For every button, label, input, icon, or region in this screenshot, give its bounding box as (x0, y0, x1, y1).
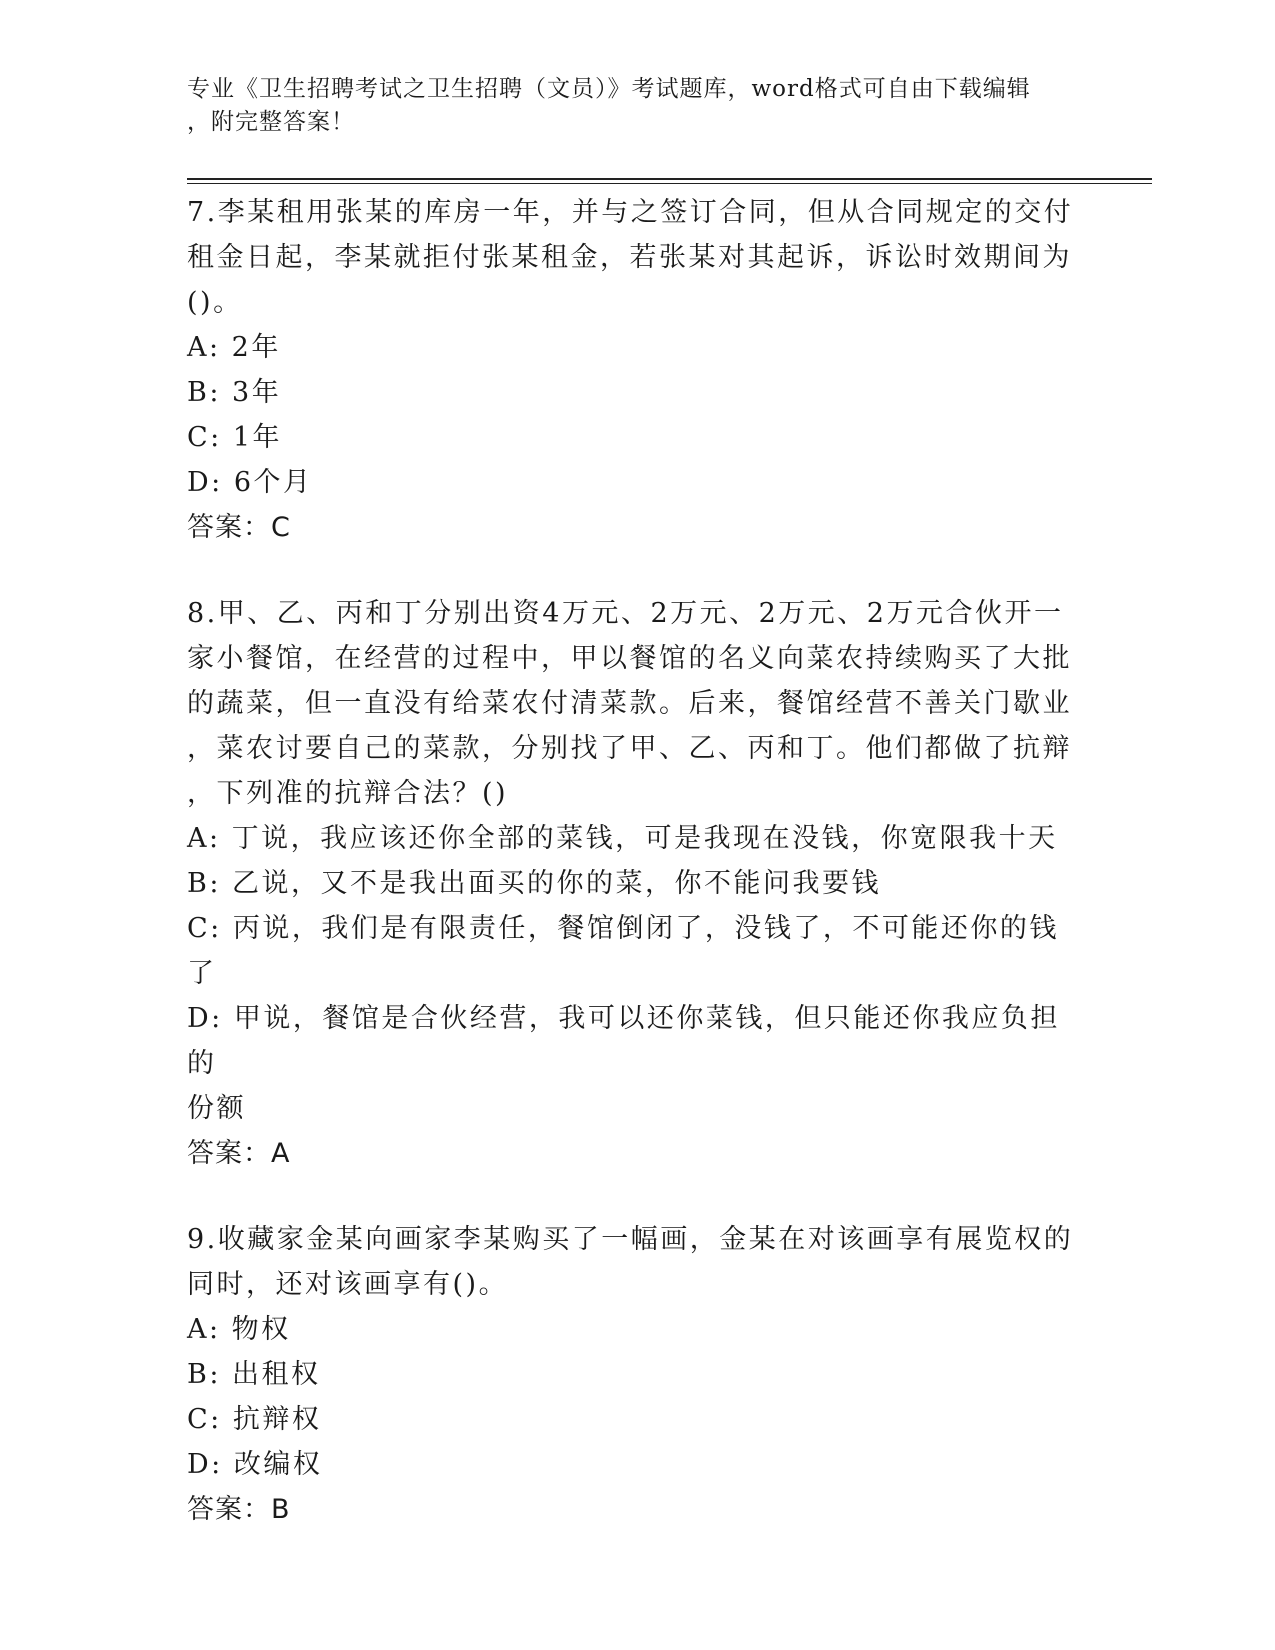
answer: 答案：C (187, 512, 291, 543)
question-8 (187, 591, 1077, 1177)
option-b: B: 乙说，又不是我出面买的你的菜，你不能问我要钱 (187, 868, 882, 899)
option-b: B: 出租权 (187, 1359, 321, 1390)
question-line: 家小餐馆，在经营的过程中，甲以餐馆的名义向菜农持续购买了大批 (187, 643, 1072, 674)
answer: 答案：B (187, 1494, 291, 1525)
question-text (187, 591, 1077, 816)
option-a: A: 物权 (187, 1314, 291, 1345)
question-line: 同时，还对该画享有()。 (187, 1269, 509, 1300)
question-line: 9.收藏家金某向画家李某购买了一幅画，金某在对该画享有展览权的 (187, 1224, 1074, 1255)
question-line: ，下列准的抗辩合法？() (187, 778, 509, 809)
question-line: 租金日起，李某就拒付张某租金，若张某对其起诉，诉讼时效期间为 (187, 242, 1072, 273)
question-7 (187, 190, 1077, 551)
option-c: C: 1年 (187, 422, 283, 453)
question-9 (187, 1217, 1077, 1533)
document-header (187, 73, 1067, 139)
question-text (187, 190, 1077, 325)
option-c: C: 抗辩权 (187, 1404, 322, 1435)
header-line: ，附完整答案！ (187, 109, 355, 135)
question-line: 7.李某租用张某的库房一年，并与之签订合同，但从合同规定的交付 (187, 197, 1074, 228)
header-rule (187, 183, 1152, 184)
question-line: ，菜农讨要自己的菜款，分别找了甲、乙、丙和丁。他们都做了抗辩 (187, 733, 1072, 764)
header-rule (187, 178, 1152, 180)
question-line: 8.甲、乙、丙和丁分别出资4万元、2万元、2万元、2万元合伙开一 (187, 598, 1064, 629)
question-list (187, 190, 1077, 1573)
question-line: ()。 (187, 287, 243, 318)
header-line: 专业《卫生招聘考试之卫生招聘（文员）》考试题库，word格式可自由下载编辑 (187, 76, 1031, 102)
option-a: A: 丁说，我应该还你全部的菜钱，可是我现在没钱，你宽限我十天 (187, 823, 1058, 854)
option-d: D: 6个月 (187, 467, 313, 498)
option-b: B: 3年 (187, 377, 282, 408)
option-c: C: 丙说，我们是有限责任，餐馆倒闭了，没钱了，不可能还你的钱了 (187, 913, 1059, 989)
question-line: 的蔬菜，但一直没有给菜农付清菜款。后来，餐馆经营不善关门歇业 (187, 688, 1072, 719)
answer: 答案：A (187, 1138, 291, 1169)
option-a: A: 2年 (187, 332, 281, 363)
option-d: D: 改编权 (187, 1449, 323, 1480)
question-text (187, 1217, 1077, 1307)
option-d-continued: 份额 (187, 1093, 246, 1124)
option-d: D: 甲说，餐馆是合伙经营，我可以还你菜钱，但只能还你我应负担的 (187, 1003, 1060, 1079)
